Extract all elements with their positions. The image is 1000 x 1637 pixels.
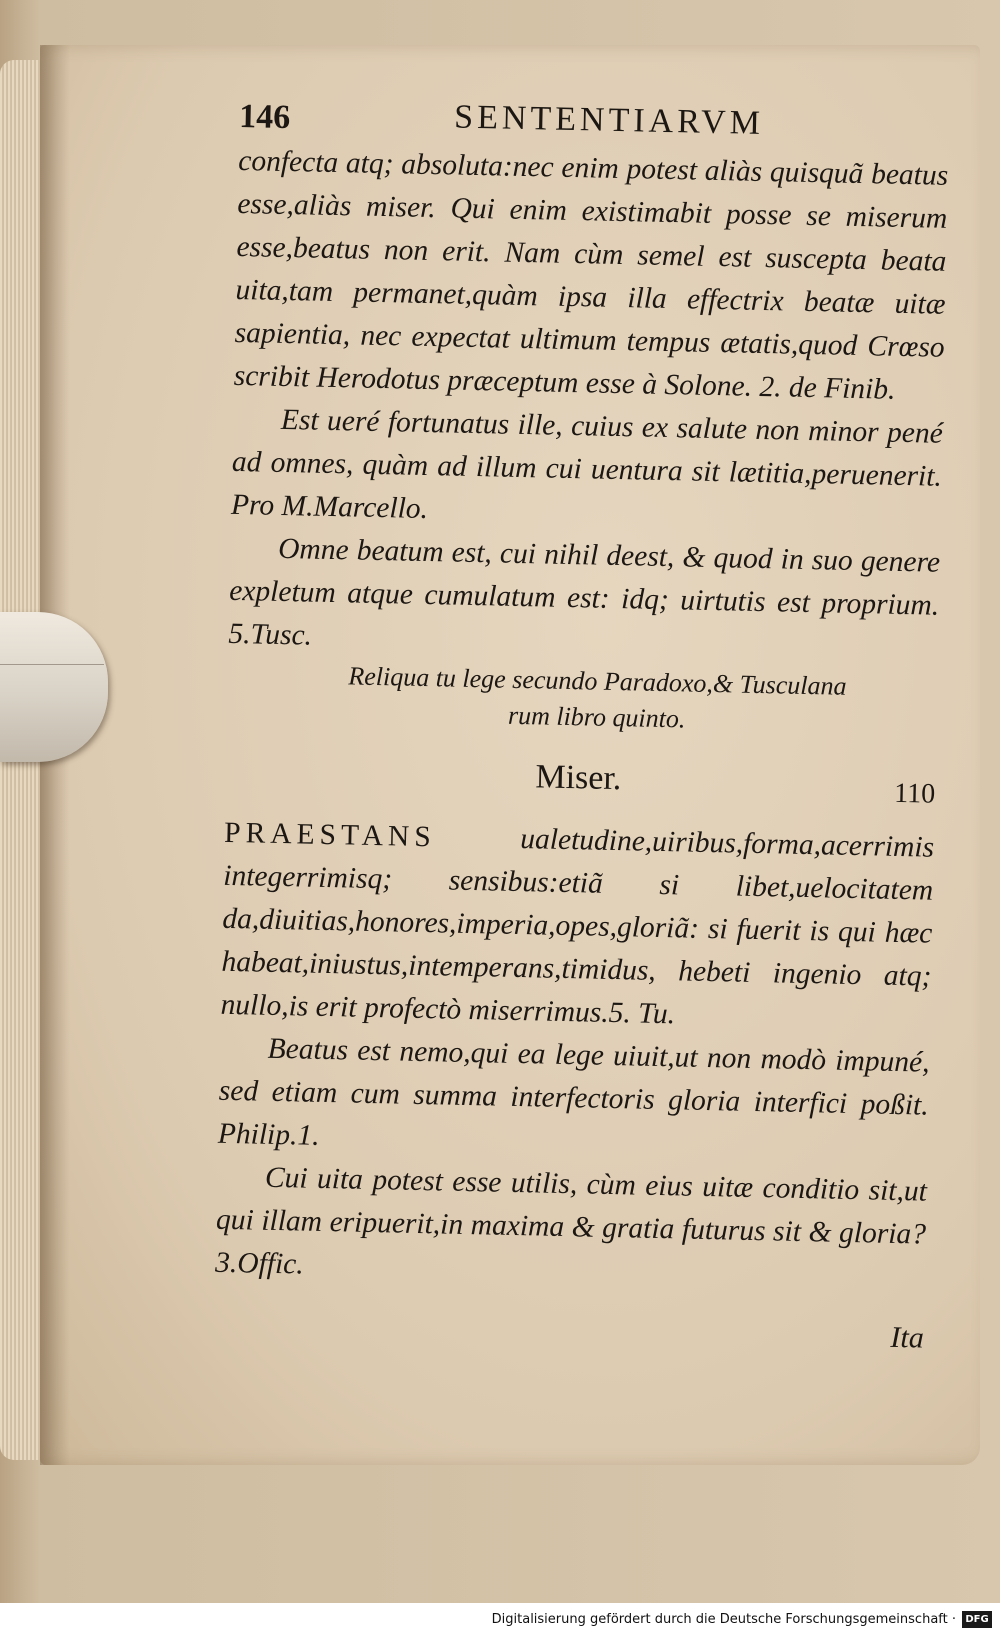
section-paragraph-1-text: ualetudine,uiribus,forma,acerrimis integerrimisq; sensibus:etiã si libet,uelocitatem da,diuitias,honores,imperia,opes,gloriã: si fuerit is qui hæc habeat,iniustus,intemperans,timidus, hebeti ingenio atq; nullo,is erit profectò miserrimus.5. Tu. [220,821,935,1031]
section-paragraph-1 [220,812,934,1042]
section-title: Miser. [535,758,622,798]
page-text [214,80,950,1356]
paragraph-1: confecta atq; absoluta:nec enim potest aliàs quisquã beatus esse,aliàs miser. Qui enim existimabit posse se miserum esse,beatus non erit. Nam cùm semel est suscepta beata uita,tam permanet,quàm ipsa illa effectrix beatæ uitæ sapientia, nec expectat ultimum tempus ætatis,quod Crœso scribit Herodotus præceptum esse à Solone. 2. de Finib. [233,144,949,406]
note-line-1: Reliqua tu lege secundo Paradoxo,& Tusculana [348,661,847,701]
section-paragraph-2: Beatus est nemo,qui ea lege uiuit,ut non modò impuné, sed etiam cum summa interfectoris gloria interfici poßit. Philip.1. [217,1032,930,1152]
catchword: Ita [890,1320,925,1355]
note-line-2: rum libro quinto. [507,700,686,734]
section-paragraph-3: Cui uita potest esse utilis, cùm eius uitæ conditio sit,ut qui illam eripuerit,in maxima & gratia futurus sit & gloria? 3.Offic. [214,1161,928,1281]
footer-bar [0,1603,1000,1637]
running-head: SENTENTIARVM [453,98,765,142]
footer-credit: Digitalisierung gefördert durch die Deutsche Forschungsgemeinschaft · [491,1612,956,1627]
section-number: 110 [893,777,936,810]
dfg-logo-icon: DFG [962,1611,992,1628]
paragraph-2: Est ueré fortunatus ille, cuius ex salute non minor pené ad omnes, quàm ad illum cui uentura sit lætitia,peruenerit. Pro M.Marcello. [230,403,944,526]
section-heading [225,742,936,827]
lead-word: PRAESTANS [223,816,437,854]
paragraph-3: Omne beatum est, cui nihil deest, & quod in suo genere expletum atque cumulatum est: idq; uirtutis est proprium. 5.Tusc. [228,532,941,652]
page-number: 146 [238,97,291,137]
